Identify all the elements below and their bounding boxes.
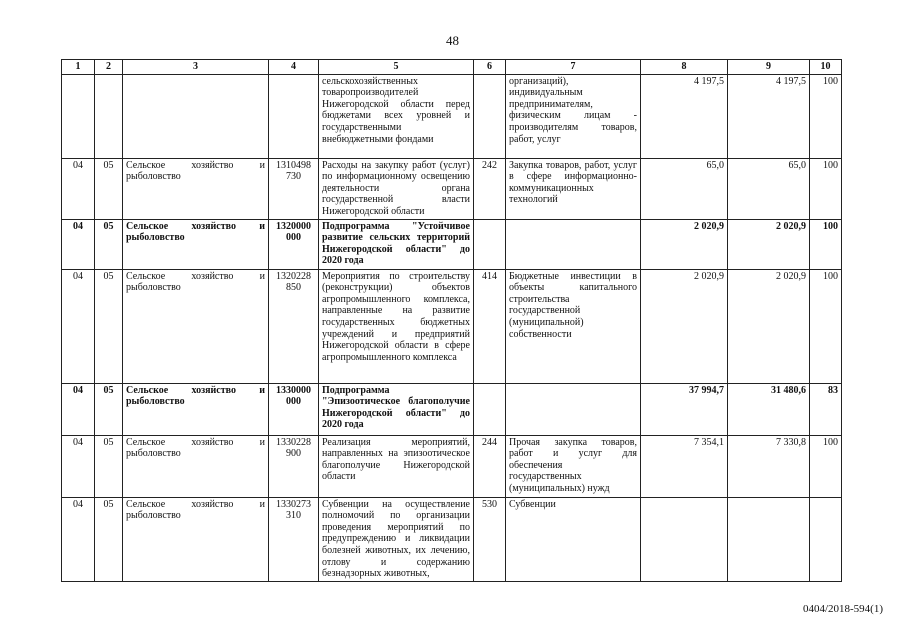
cell-subsection xyxy=(95,74,123,158)
cell-subsection: 05 xyxy=(95,158,123,219)
cell-plan: 37 994,7 xyxy=(641,383,728,435)
cell-expense-type xyxy=(474,219,506,269)
cell-subsection: 05 xyxy=(95,435,123,497)
cell-section: 04 xyxy=(62,158,95,219)
cell-expense-name: Закупка товаров, работ, услуг в сфере информационно-коммуникационных технологий xyxy=(506,158,641,219)
cell-expense-name: Прочая закупка товаров, работ и услуг для обеспечения государственных (муниципальных) нужд xyxy=(506,435,641,497)
col-header: 7 xyxy=(506,60,641,75)
cell-subsection: 05 xyxy=(95,269,123,383)
cell-section-name: Сельское хозяйство и рыболовство xyxy=(123,219,269,269)
cell-subsection: 05 xyxy=(95,497,123,581)
cell-expense-name: Бюджетные инвестиции в объекты капитального строительства государственной (муниципальной) собственности xyxy=(506,269,641,383)
cell-actual: 4 197,5 xyxy=(728,74,810,158)
cell-plan: 65,0 xyxy=(641,158,728,219)
cell-section: 04 xyxy=(62,269,95,383)
table-row xyxy=(62,219,842,269)
header-row xyxy=(62,60,842,75)
cell-plan: 4 197,5 xyxy=(641,74,728,158)
cell-percent: 100 xyxy=(810,74,842,158)
cell-section: 04 xyxy=(62,497,95,581)
cell-target-name: Подпрограмма "Эпизоотическое благополучие Нижегородской области" до 2020 года xyxy=(319,383,474,435)
table-row xyxy=(62,158,842,219)
cell-percent: 100 xyxy=(810,435,842,497)
cell-section-name xyxy=(123,74,269,158)
cell-target-code: 1320000 000 xyxy=(269,219,319,269)
cell-expense-name xyxy=(506,383,641,435)
cell-percent: 100 xyxy=(810,269,842,383)
cell-subsection: 05 xyxy=(95,383,123,435)
cell-expense-type: 414 xyxy=(474,269,506,383)
cell-actual: 31 480,6 xyxy=(728,383,810,435)
col-header: 2 xyxy=(95,60,123,75)
cell-percent: 83 xyxy=(810,383,842,435)
cell-target-name: Субвенции на осуществление полномочий по организации проведения мероприятий по предупреждению и ликвидации болезней животных, их лечению, отлову и содержанию безнадзорных животных, xyxy=(319,497,474,581)
cell-expense-name xyxy=(506,219,641,269)
col-header: 10 xyxy=(810,60,842,75)
document-code: 0404/2018-594(1) xyxy=(802,603,883,615)
col-header: 3 xyxy=(123,60,269,75)
cell-target-code: 1310498 730 xyxy=(269,158,319,219)
page-number: 48 xyxy=(446,33,459,48)
cell-target-code: 1330000 000 xyxy=(269,383,319,435)
cell-target-name: Реализация мероприятий, направленных на эпизоотическое благополучие Нижегородской области xyxy=(319,435,474,497)
cell-target-name: сельскохозяйственных товаропроизводителей Нижегородской области перед бюджетами всех уровней и государственными внебюджетными фондами xyxy=(319,74,474,158)
col-header: 5 xyxy=(319,60,474,75)
col-header: 6 xyxy=(474,60,506,75)
cell-actual: 2 020,9 xyxy=(728,219,810,269)
cell-percent: 100 xyxy=(810,158,842,219)
table-row xyxy=(62,435,842,497)
cell-section-name: Сельское хозяйство и рыболовство xyxy=(123,435,269,497)
cell-plan: 2 020,9 xyxy=(641,219,728,269)
cell-target-name: Расходы на закупку работ (услуг) по информационному освещению деятельности органа государственной власти Нижегородской области xyxy=(319,158,474,219)
cell-section-name: Сельское хозяйство и рыболовство xyxy=(123,383,269,435)
cell-target-code: 1320228 850 xyxy=(269,269,319,383)
col-header: 8 xyxy=(641,60,728,75)
table-row xyxy=(62,74,842,158)
cell-target-code: 1330228 900 xyxy=(269,435,319,497)
cell-percent xyxy=(810,497,842,581)
cell-section: 04 xyxy=(62,435,95,497)
cell-section-name: Сельское хозяйство и рыболовство xyxy=(123,497,269,581)
cell-expense-name: организаций), индивидуальным предпринимателям, физическим лицам - производителям товаров, работ, услуг xyxy=(506,74,641,158)
cell-target-name: Мероприятия по строительству (реконструкции) объектов агропромышленного комплекса, направленные на развитие государственных бюджетных учреждений и предприятий Нижегородской области в сфере агропромышленного комплекса xyxy=(319,269,474,383)
cell-plan: 2 020,9 xyxy=(641,269,728,383)
cell-expense-type xyxy=(474,74,506,158)
cell-expense-type: 244 xyxy=(474,435,506,497)
cell-section xyxy=(62,74,95,158)
cell-actual: 65,0 xyxy=(728,158,810,219)
cell-target-name: Подпрограмма "Устойчивое развитие сельских территорий Нижегородской области" до 2020 года xyxy=(319,219,474,269)
cell-expense-type: 242 xyxy=(474,158,506,219)
budget-table xyxy=(61,59,842,582)
cell-section-name: Сельское хозяйство и рыболовство xyxy=(123,158,269,219)
cell-percent: 100 xyxy=(810,219,842,269)
cell-actual: 2 020,9 xyxy=(728,269,810,383)
col-header: 1 xyxy=(62,60,95,75)
cell-expense-name: Субвенции xyxy=(506,497,641,581)
cell-plan xyxy=(641,497,728,581)
cell-target-code xyxy=(269,74,319,158)
cell-subsection: 05 xyxy=(95,219,123,269)
cell-section-name: Сельское хозяйство и рыболовство xyxy=(123,269,269,383)
cell-section: 04 xyxy=(62,383,95,435)
cell-actual xyxy=(728,497,810,581)
cell-expense-type: 530 xyxy=(474,497,506,581)
table-row xyxy=(62,497,842,581)
col-header: 4 xyxy=(269,60,319,75)
table-row xyxy=(62,383,842,435)
cell-plan: 7 354,1 xyxy=(641,435,728,497)
cell-actual: 7 330,8 xyxy=(728,435,810,497)
table-row xyxy=(62,269,842,383)
col-header: 9 xyxy=(728,60,810,75)
cell-target-code: 1330273 310 xyxy=(269,497,319,581)
cell-expense-type xyxy=(474,383,506,435)
cell-section: 04 xyxy=(62,219,95,269)
